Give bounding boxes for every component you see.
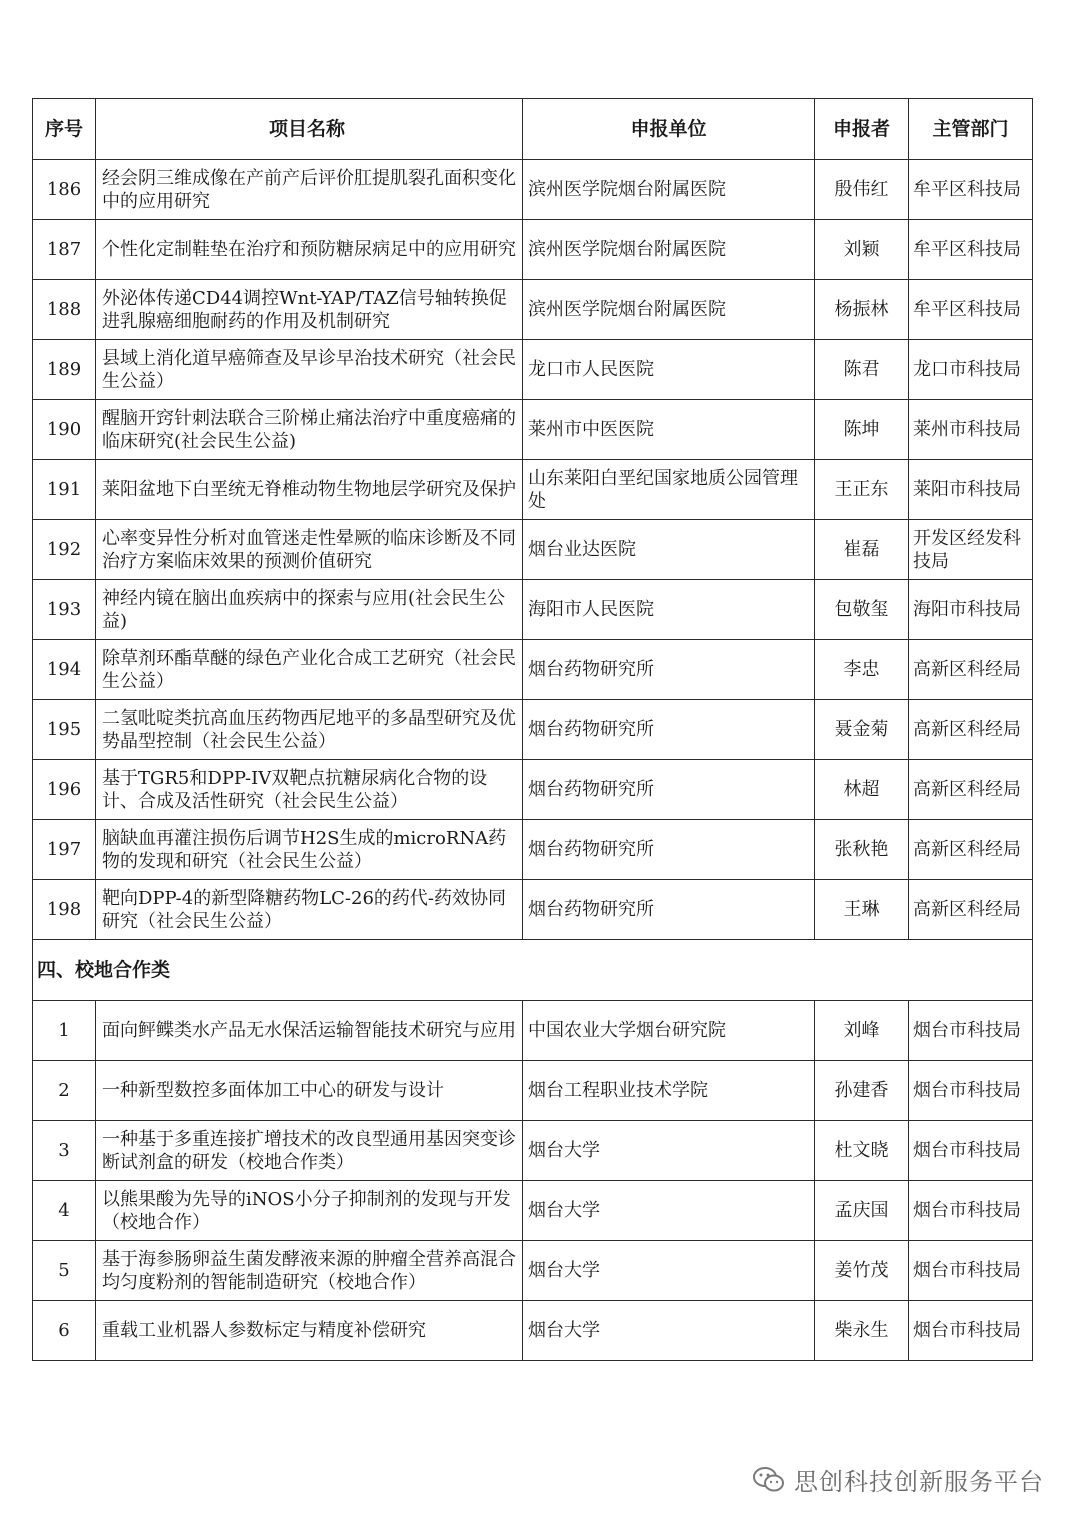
cell-no: 195 [33,700,96,760]
project-table [32,98,1033,1361]
table-row [33,340,1033,400]
cell-project-name: 以熊果酸为先导的iNOS小分子抑制剂的发现与开发（校地合作） [96,1181,523,1241]
cell-project-name: 经会阴三维成像在产前产后评价肛提肌裂孔面积变化中的应用研究 [96,160,523,220]
cell-no: 197 [33,820,96,880]
wechat-icon [752,1465,786,1495]
cell-unit: 莱州市中医医院 [523,400,815,460]
cell-person: 聂金菊 [815,700,909,760]
cell-unit: 烟台工程职业技术学院 [523,1061,815,1121]
cell-unit: 烟台业达医院 [523,520,815,580]
header-unit: 申报单位 [523,99,815,160]
table-row [33,160,1033,220]
table-row [33,880,1033,940]
cell-no: 2 [33,1061,96,1121]
table-row [33,820,1033,880]
cell-person: 张秋艳 [815,820,909,880]
cell-no: 193 [33,580,96,640]
cell-dept: 烟台市科技局 [909,1061,1033,1121]
cell-project-name: 心率变异性分析对血管迷走性晕厥的临床诊断及不同治疗方案临床效果的预测价值研究 [96,520,523,580]
cell-unit: 烟台大学 [523,1241,815,1301]
table-row [33,1181,1033,1241]
cell-dept: 高新区科经局 [909,640,1033,700]
cell-project-name: 一种新型数控多面体加工中心的研发与设计 [96,1061,523,1121]
cell-project-name: 县域上消化道早癌筛查及早诊早治技术研究（社会民生公益） [96,340,523,400]
cell-unit: 滨州医学院烟台附属医院 [523,280,815,340]
cell-no: 186 [33,160,96,220]
cell-no: 3 [33,1121,96,1181]
cell-dept: 莱阳市科技局 [909,460,1033,520]
table-row [33,520,1033,580]
cell-unit: 海阳市人民医院 [523,580,815,640]
cell-dept: 牟平区科技局 [909,220,1033,280]
cell-person: 杜文晓 [815,1121,909,1181]
cell-unit: 烟台药物研究所 [523,700,815,760]
table-row [33,220,1033,280]
cell-no: 5 [33,1241,96,1301]
cell-unit: 滨州医学院烟台附属医院 [523,220,815,280]
header-name: 项目名称 [96,99,523,160]
cell-unit: 烟台大学 [523,1301,815,1361]
cell-no: 190 [33,400,96,460]
cell-project-name: 个性化定制鞋垫在治疗和预防糖尿病足中的应用研究 [96,220,523,280]
cell-unit: 烟台药物研究所 [523,820,815,880]
cell-no: 1 [33,1001,96,1061]
cell-project-name: 靶向DPP-4的新型降糖药物LC-26的药代-药效协同研究（社会民生公益） [96,880,523,940]
cell-dept: 高新区科经局 [909,880,1033,940]
cell-person: 姜竹茂 [815,1241,909,1301]
cell-person: 刘峰 [815,1001,909,1061]
cell-person: 刘颖 [815,220,909,280]
cell-project-name: 一种基于多重连接扩增技术的改良型通用基因突变诊断试剂盒的研发（校地合作类） [96,1121,523,1181]
table-row [33,1241,1033,1301]
cell-dept: 高新区科经局 [909,700,1033,760]
cell-unit: 烟台大学 [523,1121,815,1181]
section-block [33,940,1033,1001]
cell-person: 崔磊 [815,520,909,580]
cell-unit: 烟台药物研究所 [523,640,815,700]
cell-dept: 烟台市科技局 [909,1241,1033,1301]
cell-unit: 烟台药物研究所 [523,880,815,940]
cell-no: 196 [33,760,96,820]
cell-no: 194 [33,640,96,700]
cell-no: 192 [33,520,96,580]
watermark-text: 思创科技创新服务平台 [794,1468,1044,1496]
cell-no: 188 [33,280,96,340]
table-row [33,1121,1033,1181]
cell-dept: 海阳市科技局 [909,580,1033,640]
cell-project-name: 脑缺血再灌注损伤后调节H2S生成的microRNA药物的发现和研究（社会民生公益） [96,820,523,880]
cell-no: 189 [33,340,96,400]
table-header-row [33,99,1033,160]
cell-unit: 烟台药物研究所 [523,760,815,820]
table-row [33,1001,1033,1061]
header-dept: 主管部门 [909,99,1033,160]
header-no: 序号 [33,99,96,160]
cell-project-name: 基于TGR5和DPP-IV双靶点抗糖尿病化合物的设计、合成及活性研究（社会民生公益） [96,760,523,820]
cell-dept: 高新区科经局 [909,760,1033,820]
cell-unit: 烟台大学 [523,1181,815,1241]
cell-dept: 牟平区科技局 [909,280,1033,340]
cell-dept: 牟平区科技局 [909,160,1033,220]
cell-person: 孙建香 [815,1061,909,1121]
cell-person: 殷伟红 [815,160,909,220]
header-person: 申报者 [815,99,909,160]
cell-person: 杨振林 [815,280,909,340]
cell-project-name: 神经内镜在脑出血疾病中的探索与应用(社会民生公益) [96,580,523,640]
table-body-school-local [33,1001,1033,1361]
cell-project-name: 醒脑开窍针刺法联合三阶梯止痛法治疗中重度癌痛的临床研究(社会民生公益) [96,400,523,460]
table-body-general [33,160,1033,940]
cell-person: 陈君 [815,340,909,400]
cell-project-name: 除草剂环酯草醚的绿色产业化合成工艺研究（社会民生公益） [96,640,523,700]
table-row [33,400,1033,460]
cell-dept: 烟台市科技局 [909,1001,1033,1061]
cell-dept: 龙口市科技局 [909,340,1033,400]
cell-project-name: 莱阳盆地下白垩统无脊椎动物生物地层学研究及保护 [96,460,523,520]
cell-project-name: 面向鲆鲽类水产品无水保活运输智能技术研究与应用 [96,1001,523,1061]
cell-no: 4 [33,1181,96,1241]
cell-unit: 龙口市人民医院 [523,340,815,400]
table-row [33,640,1033,700]
cell-person: 孟庆国 [815,1181,909,1241]
cell-unit: 中国农业大学烟台研究院 [523,1001,815,1061]
cell-unit: 山东莱阳白垩纪国家地质公园管理处 [523,460,815,520]
cell-no: 6 [33,1301,96,1361]
cell-dept: 开发区经发科技局 [909,520,1033,580]
cell-person: 王正东 [815,460,909,520]
cell-no: 191 [33,460,96,520]
cell-person: 柴永生 [815,1301,909,1361]
table-row [33,580,1033,640]
cell-person: 李忠 [815,640,909,700]
cell-dept: 莱州市科技局 [909,400,1033,460]
table-row [33,760,1033,820]
cell-project-name: 二氢吡啶类抗高血压药物西尼地平的多晶型研究及优势晶型控制（社会民生公益） [96,700,523,760]
section-title: 四、校地合作类 [33,940,1033,1001]
cell-dept: 烟台市科技局 [909,1181,1033,1241]
table-row [33,1061,1033,1121]
cell-project-name: 外泌体传递CD44调控Wnt-YAP/TAZ信号轴转换促进乳腺癌细胞耐药的作用及机制研究 [96,280,523,340]
cell-person: 林超 [815,760,909,820]
cell-person: 王琳 [815,880,909,940]
cell-dept: 烟台市科技局 [909,1121,1033,1181]
table-row [33,700,1033,760]
table-row [33,1301,1033,1361]
cell-person: 陈坤 [815,400,909,460]
cell-project-name: 重载工业机器人参数标定与精度补偿研究 [96,1301,523,1361]
table-row [33,460,1033,520]
table-row [33,280,1033,340]
cell-dept: 高新区科经局 [909,820,1033,880]
section-row [33,940,1033,1001]
cell-dept: 烟台市科技局 [909,1301,1033,1361]
cell-unit: 滨州医学院烟台附属医院 [523,160,815,220]
cell-project-name: 基于海参肠卵益生菌发酵液来源的肿瘤全营养高混合均匀度粉剂的智能制造研究（校地合作） [96,1241,523,1301]
watermark [752,1462,1044,1497]
cell-no: 187 [33,220,96,280]
cell-no: 198 [33,880,96,940]
cell-person: 包敬玺 [815,580,909,640]
